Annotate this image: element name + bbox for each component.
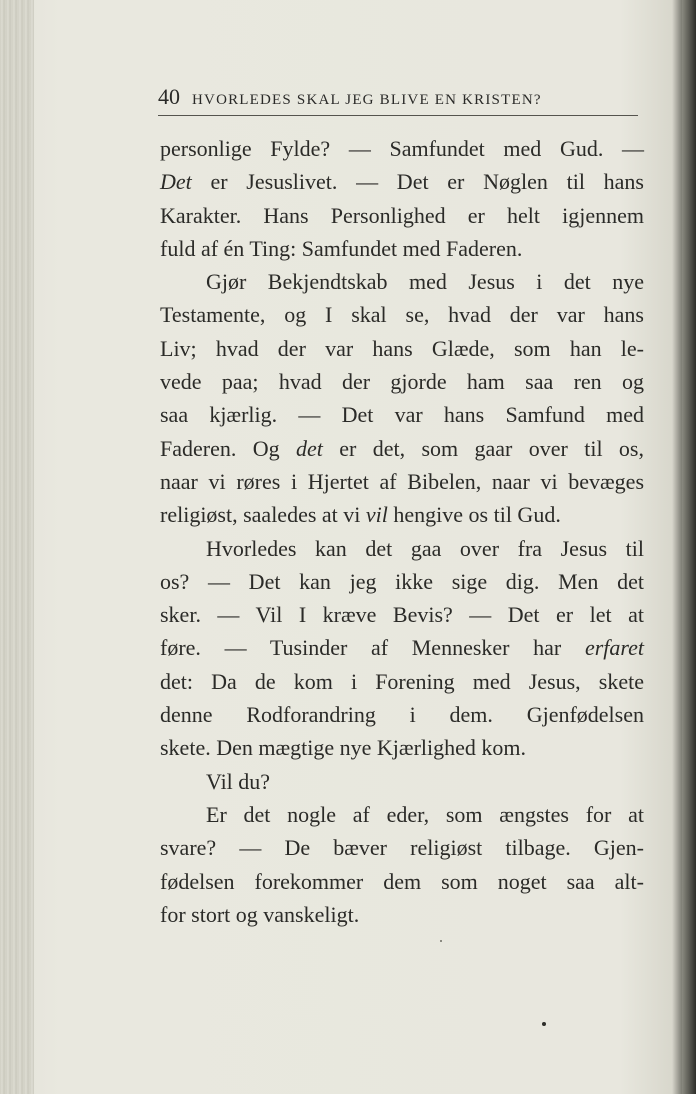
text-line: saa kjærlig. — Det var hans Samfund med (160, 402, 644, 428)
text-line: os? — Det kan jeg ikke sige dig. Men det (160, 568, 644, 594)
emphasis: Det (160, 169, 192, 195)
text-line: Gjør Bekjendtskab med Jesus i det nye (206, 269, 644, 295)
text-line: svare? — De bæver religiøst tilbage. Gjen- (160, 835, 644, 861)
paper-speck (440, 940, 442, 942)
text-line: denne Rodforandring i dem. Gjenfødelsen (160, 702, 644, 728)
text-line: det: Da de kom i Forening med Jesus, skete (160, 668, 644, 694)
page-number: 40 (158, 84, 180, 109)
text-line: skete. Den mægtige nye Kjærlighed kom. (160, 735, 526, 761)
emphasis: erfaret (584, 635, 644, 661)
running-header (158, 84, 638, 114)
text-line: Hvorledes kan det gaa over fra Jesus til (206, 535, 644, 561)
text-line: føre. — Tusinder af Mennesker har erfaret (160, 635, 644, 661)
text-line: Faderen. Og det er det, som gaar over til os, (160, 435, 644, 461)
page-left-edge (0, 0, 34, 1094)
emphasis: det (296, 435, 323, 461)
text-line: Vil du? (206, 768, 271, 794)
text-line: Det er Jesuslivet. — Det er Nøglen til hans (160, 169, 644, 195)
header-rule (158, 115, 638, 116)
text-line: for stort og vanskeligt. (160, 901, 360, 927)
text-line: fuld af én Ting: Samfundet med Faderen. (160, 235, 523, 261)
text-line: fødelsen forekommer dem som noget saa alt- (160, 868, 644, 894)
running-title: HVORLEDES SKAL JEG BLIVE EN KRISTEN? (192, 92, 542, 108)
text-line: sker. — Vil I kræve Bevis? — Det er let at (160, 602, 644, 628)
paper-speck (542, 1022, 546, 1026)
emphasis: vil (365, 502, 388, 528)
text-line: Liv; hvad der var hans Glæde, som han le- (160, 335, 644, 361)
text-line: personlige Fylde? — Samfundet med Gud. — (160, 136, 644, 161)
text-line: vede paa; hvad der gjorde ham saa ren og (160, 369, 644, 395)
text-line: religiøst, saaledes at vi vil hengive os til Gud. (160, 502, 561, 528)
text-line: Karakter. Hans Personlighed er helt igjennem (160, 202, 644, 228)
body-text (160, 132, 644, 931)
text-line: Er det nogle af eder, som ængstes for at (206, 801, 644, 827)
text-line: Testamente, og I skal se, hvad der var hans (160, 302, 644, 328)
page-right-edge (682, 0, 696, 1094)
text-line: naar vi røres i Hjertet af Bibelen, naar vi bevæges (160, 468, 644, 494)
